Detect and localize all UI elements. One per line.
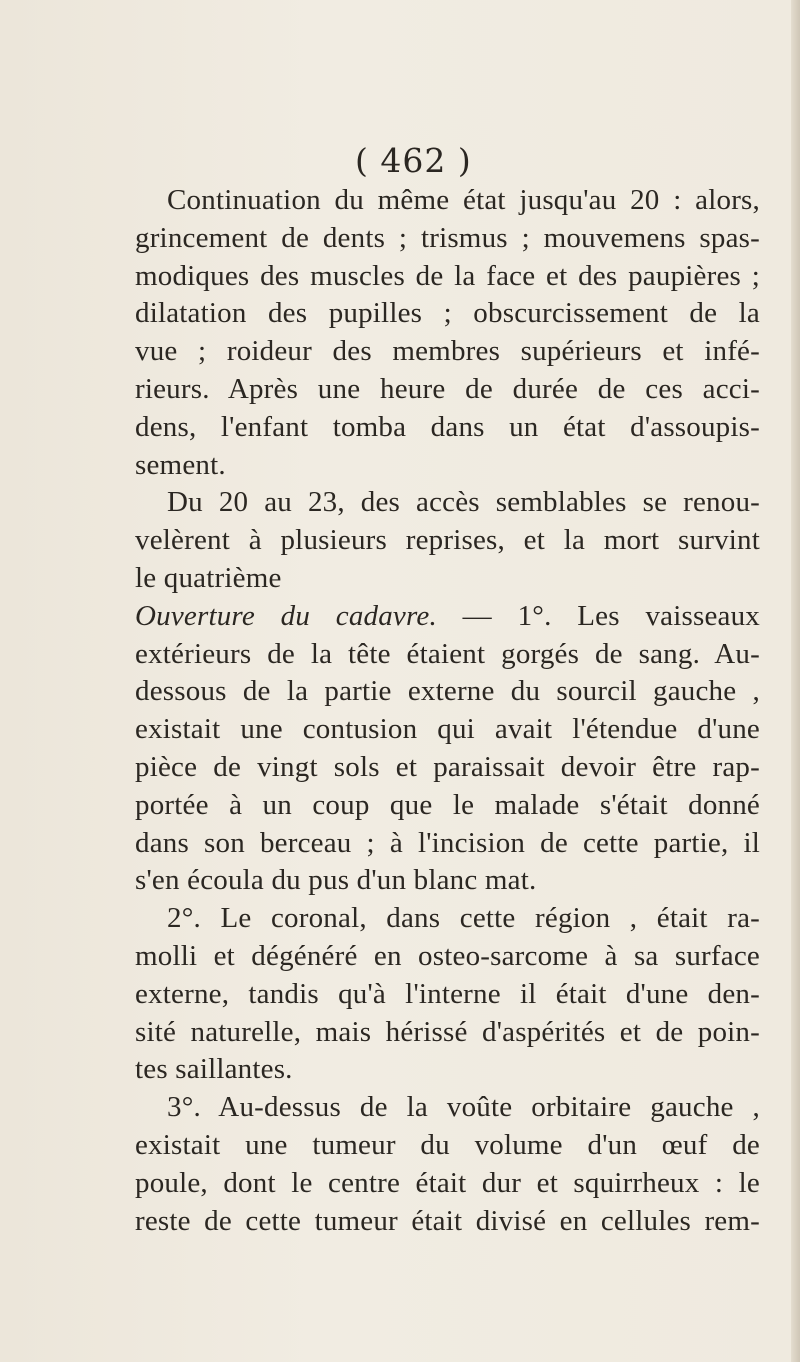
section-heading-line: [135, 598, 760, 636]
text-line-21: molli et dégénéré en osteo-sarcome à sa surface: [135, 939, 760, 972]
page-edge-shadow: [791, 0, 800, 1362]
text-line-6: rieurs. Après une heure de durée de ces acci-: [135, 372, 760, 405]
text-line-27: poule, dont le centre était dur et squirrheux : le: [135, 1166, 760, 1199]
section-heading: Ouverture du cadavre.: [135, 599, 437, 632]
text-line-19: s'en écoula du pus d'un blanc mat.: [135, 864, 537, 897]
section-heading-rest: — 1°. Les vaisseaux: [436, 599, 760, 632]
text-line-22: externe, tandis qu'à l'interne il était d'une den-: [135, 977, 760, 1010]
body-text: [135, 182, 760, 1240]
text-line-20: 2°. Le coronal, dans cette région , était ra-: [167, 902, 760, 935]
text-line-13: extérieurs de la tête étaient gorgés de sang. Au-: [135, 637, 760, 670]
text-line-3: modiques des muscles de la face et des paupières ;: [135, 259, 760, 292]
text-line-14: dessous de la partie externe du sourcil gauche ,: [135, 675, 760, 708]
text-line-23: sité naturelle, mais hérissé d'aspérités et de poin-: [135, 1015, 760, 1048]
text-line-25: 3°. Au-dessus de la voûte orbitaire gauche ,: [167, 1091, 760, 1124]
text-line-9: Du 20 au 23, des accès semblables se renou-: [167, 486, 760, 519]
page-number: ( 462 ): [355, 141, 472, 180]
text-line-4: dilatation des pupilles ; obscurcissement de la: [135, 297, 760, 330]
text-line-16: pièce de vingt sols et paraissait devoir être rap-: [135, 750, 760, 783]
text-line-11: le quatrième: [135, 561, 282, 594]
text-line-8: sement.: [135, 448, 226, 481]
text-line-17: portée à un coup que le malade s'était donné: [135, 788, 760, 821]
text-line-1: Continuation du même état jusqu'au 20 : alors,: [167, 184, 760, 216]
text-line-18: dans son berceau ; à l'incision de cette partie, il: [135, 826, 760, 859]
text-line-7: dens, l'enfant tomba dans un état d'assoupis-: [135, 410, 760, 443]
text-line-26: existait une tumeur du volume d'un œuf de: [135, 1128, 760, 1161]
text-line-10: velèrent à plusieurs reprises, et la mort survint: [135, 524, 760, 557]
text-line-28: reste de cette tumeur était divisé en cellules rem-: [135, 1204, 760, 1237]
text-line-15: existait une contusion qui avait l'étendue d'une: [135, 713, 760, 746]
text-line-2: grincement de dents ; trismus ; mouvemens spas-: [135, 221, 760, 254]
text-line-5: vue ; roideur des membres supérieurs et infé-: [135, 335, 760, 368]
text-line-24: tes saillantes.: [135, 1053, 293, 1086]
